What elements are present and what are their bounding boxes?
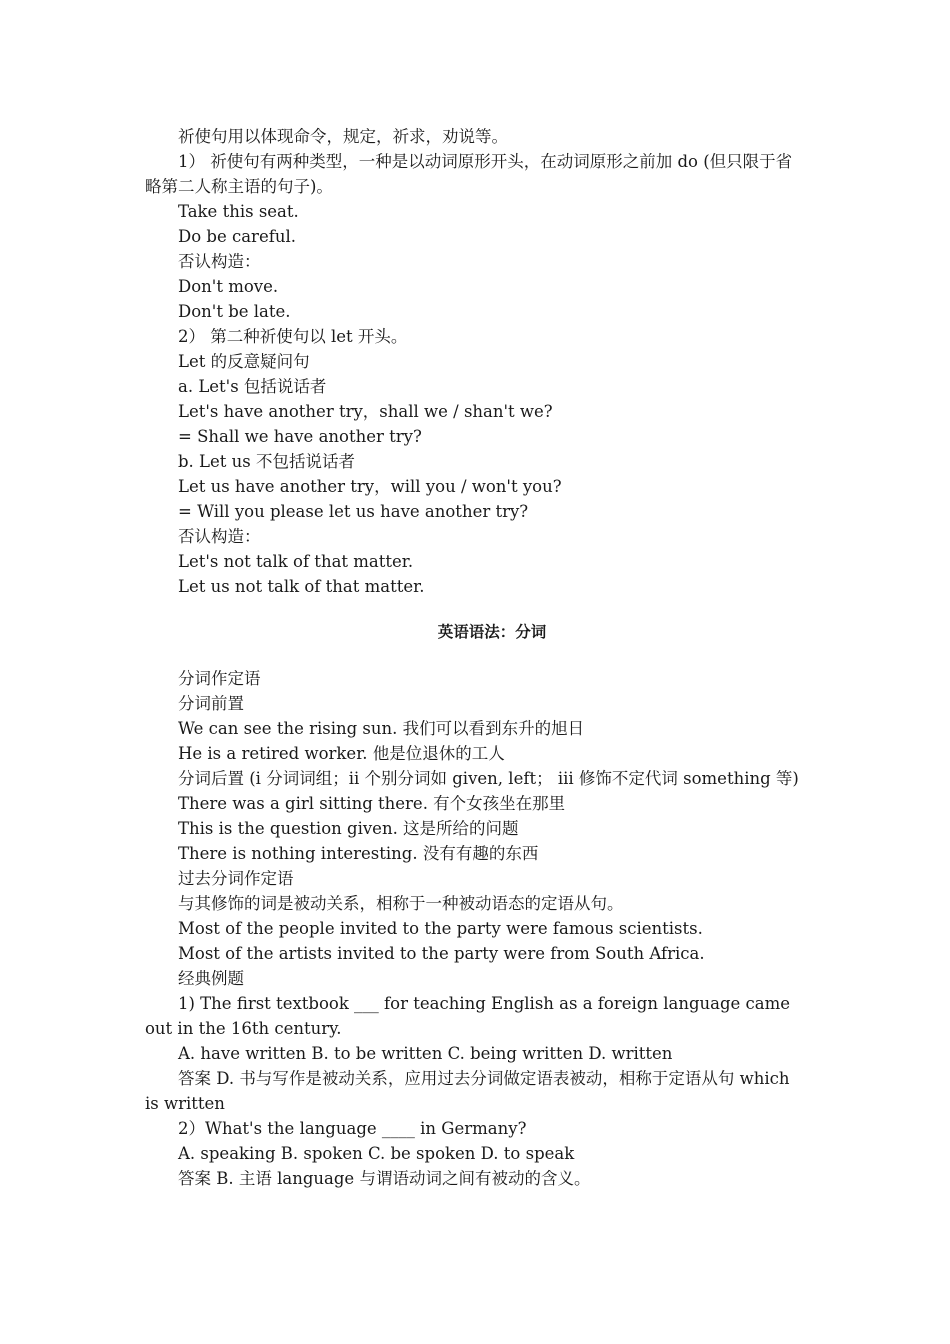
example-sentence: Let us have another try，will you / won't you? — [178, 477, 562, 496]
answer-options: A. have written B. to be written C. being written D. written — [178, 1044, 673, 1063]
subheading: Let 的反意疑问句 — [178, 352, 310, 371]
example-sentence: Let us not talk of that matter. — [178, 577, 425, 596]
question: 1) The first textbook ___ for teaching English as a foreign language came out in the 16th century. — [145, 994, 791, 1038]
paragraph: 与其修饰的词是被动关系，相称于一种被动语态的定语从句。 — [178, 894, 624, 913]
subheading: 经典例题 — [178, 969, 244, 988]
paragraph: a. Let's 包括说话者 — [178, 377, 327, 396]
subheading: 过去分词作定语 — [178, 869, 294, 888]
example-sentence: We can see the rising sun. 我们可以看到东升的旭日 — [178, 719, 585, 738]
subheading: 分词作定语 — [178, 669, 261, 688]
example-sentence: Take this seat. — [178, 202, 299, 221]
paragraph: b. Let us 不包括说话者 — [178, 452, 355, 471]
answer-explanation: 答案 D. 书与写作是被动关系，应用过去分词做定语表被动，相称于定语从句 which is written — [145, 1069, 790, 1113]
example-sentence: Don't be late. — [178, 302, 291, 321]
answer-options: A. speaking B. spoken C. be spoken D. to speak — [178, 1144, 575, 1163]
example-sentence: Let's not talk of that matter. — [178, 552, 414, 571]
paragraph: 分词后置 (i 分词词组；ii 个别分词如 given, left； iii 修饰不定代词 something 等) — [178, 769, 799, 788]
paragraph: 祈使句用以体现命令，规定，祈求，劝说等。 — [178, 127, 508, 146]
example-sentence: Let's have another try，shall we / shan't we? — [178, 402, 553, 421]
subheading: 否认构造： — [178, 252, 261, 271]
paragraph: 1） 祈使句有两种类型，一种是以动词原形开头，在动词原形之前加 do (但只限于省略第二人称主语的句子)。 — [145, 152, 793, 196]
example-sentence: There is nothing interesting. 没有有趣的东西 — [178, 844, 539, 863]
answer-explanation: 答案 B. 主语 language 与谓语动词之间有被动的含义。 — [178, 1169, 591, 1188]
example-sentence: Most of the artists invited to the party were from South Africa. — [178, 944, 705, 963]
example-sentence: He is a retired worker. 他是位退休的工人 — [178, 744, 505, 763]
example-sentence: = Will you please let us have another try? — [178, 502, 529, 521]
example-sentence: Don't move. — [178, 277, 279, 296]
paragraph: 2） 第二种祈使句以 let 开头。 — [178, 327, 408, 346]
participle-section — [145, 666, 805, 1191]
question: 2）What's the language ____ in Germany? — [178, 1119, 527, 1138]
example-sentence: This is the question given. 这是所给的问题 — [178, 819, 519, 838]
example-sentence: There was a girl sitting there. 有个女孩坐在那里 — [178, 794, 566, 813]
example-sentence: = Shall we have another try? — [178, 427, 422, 446]
example-sentence: Most of the people invited to the party were famous scientists. — [178, 919, 703, 938]
imperative-section — [145, 124, 805, 599]
example-sentence: Do be careful. — [178, 227, 296, 246]
section-heading: 英语语法：分词 — [437, 623, 547, 641]
subheading: 否认构造： — [178, 527, 261, 546]
subheading: 分词前置 — [178, 694, 244, 713]
